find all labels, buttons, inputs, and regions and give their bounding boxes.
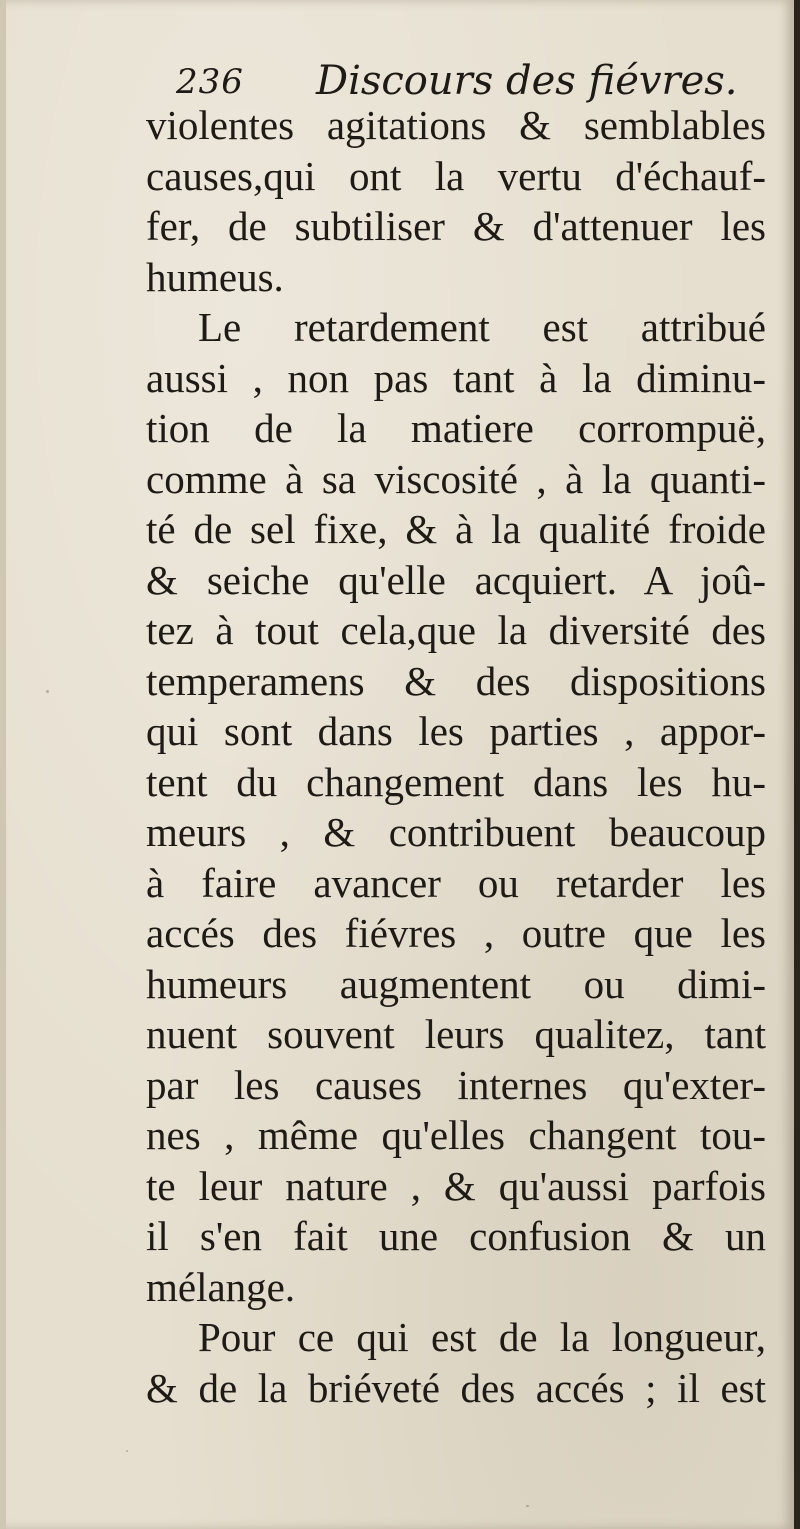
text-line: mélange. xyxy=(146,1263,296,1310)
text-line: tion de la matiere corrompuë, xyxy=(146,405,766,451)
book-page xyxy=(6,0,795,1529)
text-line: tent du changement dans les hu- xyxy=(146,758,766,805)
page-number: 236 xyxy=(176,62,244,102)
paper-speck xyxy=(46,690,49,693)
text-line: qui sont dans les parties , appor- xyxy=(146,708,766,754)
text-line: fer, de subtiliser & d'attenuer les xyxy=(146,203,766,249)
text-line: té de sel fixe, & à la qualité froide xyxy=(146,506,766,552)
text-line: Pour ce qui est de la longueur, xyxy=(198,1314,766,1360)
paper-speck xyxy=(421,1385,423,1387)
paper-speck xyxy=(126,1450,128,1452)
text-line: meurs , & contribuent beaucoup xyxy=(146,809,766,855)
text-line: & de la briéveté des accés ; il est xyxy=(146,1364,766,1411)
text-line: nes , même qu'elles changent tou- xyxy=(146,1112,766,1158)
text-line: nuent souvent leurs qualitez, tant xyxy=(146,1011,766,1057)
text-line: violentes agitations & semblables xyxy=(146,102,766,148)
text-line: temperamens & des dispositions xyxy=(146,657,766,704)
text-line: Le retardement est attribué xyxy=(198,304,766,350)
text-line: humeurs augmentent ou dimi- xyxy=(146,960,766,1007)
text-line: tez à tout cela,que la diversité des xyxy=(146,607,766,653)
page-edge-shadow xyxy=(794,0,800,1529)
running-title: Discours des fiévres. xyxy=(316,58,738,104)
text-line: & seiche qu'elle acquiert. A joû- xyxy=(146,556,766,603)
text-line: il s'en fait une confusion & un xyxy=(146,1213,766,1259)
text-line: causes,qui ont la vertu d'échauf- xyxy=(146,152,766,199)
text-line: accés des fiévres , outre que les xyxy=(146,910,766,956)
text-line: par les causes internes qu'exter- xyxy=(146,1061,766,1108)
text-line: comme à sa viscosité , à la quanti- xyxy=(146,455,766,502)
text-line: à faire avancer ou retarder les xyxy=(146,859,766,906)
text-line: humeus. xyxy=(146,253,284,300)
text-line: te leur nature , & qu'aussi parfois xyxy=(146,1162,766,1209)
text-line: aussi , non pas tant à la diminu- xyxy=(146,354,766,401)
body-text xyxy=(146,100,766,1413)
paper-speck xyxy=(526,1505,529,1507)
